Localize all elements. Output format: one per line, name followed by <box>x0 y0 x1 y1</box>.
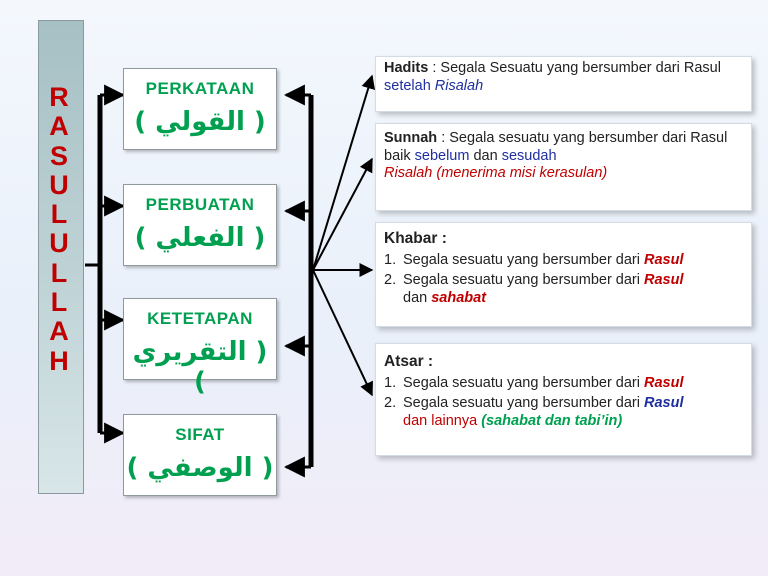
sunnah-term: Sunnah <box>384 130 438 146</box>
hadits-box <box>375 56 752 112</box>
category-perbuatan <box>123 184 277 266</box>
rasul-letter: L <box>50 287 68 318</box>
rasul-letter: S <box>49 140 68 171</box>
separator: : <box>428 60 441 76</box>
rasulullah-box <box>38 20 84 494</box>
sunnah-after: sesudah <box>501 147 557 164</box>
sunnah-definition: Segala sesuatu yang bersumber dari Rasul baik <box>384 130 728 164</box>
rasul-letter: U <box>49 228 69 259</box>
arrow-to-hadits <box>313 76 372 270</box>
category-title: PERKATAAN <box>145 79 255 98</box>
atsar-box <box>375 343 752 456</box>
list-item: 1. Segala sesuatu yang bersumber dari Rasul <box>384 251 684 268</box>
category-arabic: ( الوصفي ) <box>126 453 274 483</box>
atsar-list <box>384 375 743 431</box>
hadits-after: setelah <box>384 77 431 94</box>
category-title: SIFAT <box>175 425 225 444</box>
category-arabic: ( الفعلي ) <box>134 223 266 253</box>
arrow-to-atsar <box>313 270 372 395</box>
khabar-list <box>384 252 743 308</box>
category-arabic: ( القولي ) <box>134 107 266 137</box>
hadits-definition: Segala Sesuatu yang bersumber dari Rasul <box>440 60 721 76</box>
hadits-term: Hadits <box>384 60 429 76</box>
khabar-heading: Khabar : <box>384 230 447 247</box>
rasul-letter: A <box>49 316 69 347</box>
category-sifat <box>123 414 277 496</box>
category-perkataan <box>123 68 277 150</box>
rasul-letter: R <box>49 82 69 112</box>
sunnah-risalah-note: Risalah (menerima misi kerasulan) <box>384 165 608 181</box>
category-ketetapan <box>123 298 277 397</box>
category-arabic: ( التقريري ) <box>132 337 268 397</box>
sunnah-box: Sunnah : Segala sesuatu yang bersumber dari Rasul baik sebelum dan sesudah Risalah (menerima misi kerasulan) <box>375 123 752 211</box>
hadits-risalah: Risalah <box>434 77 484 94</box>
rasul-letter: L <box>50 199 68 230</box>
sunnah-before: sebelum <box>414 147 470 164</box>
list-item: 2. Segala sesuatu yang bersumber dari Rasul dan sahabat <box>384 272 684 306</box>
list-item: 1. Segala sesuatu yang bersumber dari Rasul <box>384 374 684 391</box>
atsar-heading: Atsar : <box>384 353 434 370</box>
category-title: KETETAPAN <box>147 309 253 328</box>
rasul-letter: U <box>49 169 69 200</box>
separator: : <box>437 130 450 146</box>
rasul-letter: H <box>49 345 69 376</box>
list-item: 2. Segala sesuatu yang bersumber dari Rasul dan lainnya (sahabat dan tabi’in) <box>384 395 684 429</box>
rasul-letter: L <box>50 257 68 288</box>
category-title: PERBUATAN <box>145 195 255 214</box>
rasulullah-letters <box>39 83 79 376</box>
rasul-letter: A <box>49 111 69 142</box>
khabar-box <box>375 222 752 327</box>
